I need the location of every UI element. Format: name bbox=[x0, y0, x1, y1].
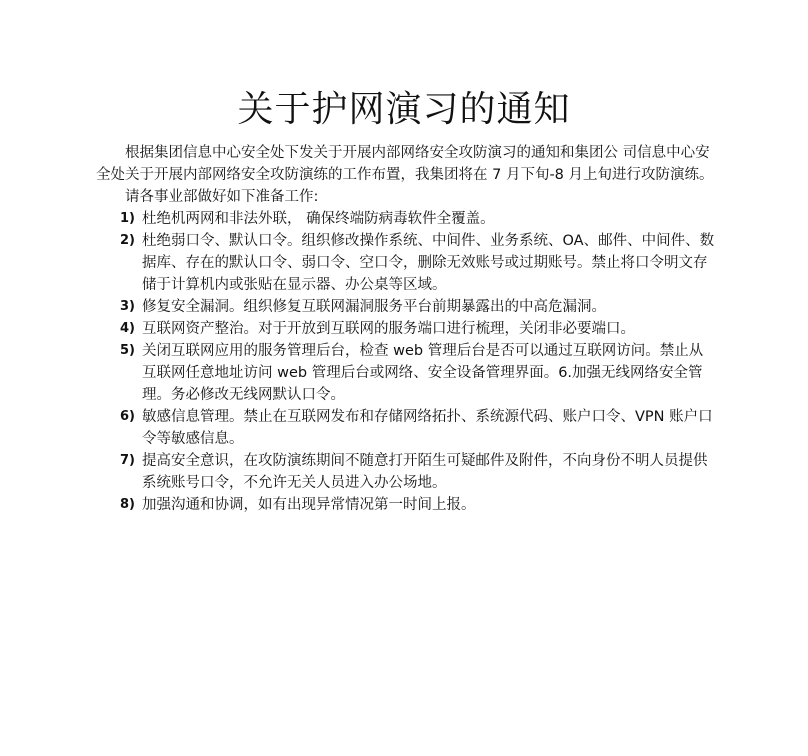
list-item bbox=[96, 318, 716, 340]
preparation-heading: 请各事业部做好如下准备工作: bbox=[125, 189, 319, 205]
list-item-number: 5) bbox=[120, 343, 135, 358]
list-item-number: 6) bbox=[120, 409, 135, 424]
list-item bbox=[96, 494, 716, 516]
list-item-text: 杜绝机两网和非法外联， 确保终端防病毒软件全覆盖。 bbox=[142, 211, 495, 227]
list-item-number: 1) bbox=[120, 211, 135, 226]
list-item-text: 杜绝弱口令、默认口令。组织修改操作系统、中间件、业务系统、OA、邮件、中间件、数据库、存在的默认口令、弱口令、空口令，删除无效账号或过期账号。禁止将口令明文存储于计算机内或张贴在显示器、办公桌等区域。 bbox=[142, 233, 715, 293]
task-list bbox=[96, 208, 716, 516]
list-item-text: 关闭互联网应用的服务管理后台，检查 web 管理后台是否可以通过互联网访问。禁止从互联网任意地址访问 web 管理后台或网络、安全设备管理界面。6.加强无线网络安全管理。务必修改无线网默认口令。 bbox=[142, 343, 704, 403]
list-item-text: 加强沟通和协调，如有出现异常情况第一时间上报。 bbox=[142, 497, 476, 513]
document-body bbox=[96, 142, 716, 516]
list-item bbox=[96, 340, 716, 406]
list-item-text: 互联网资产整治。对于开放到互联网的服务端口进行梳理，关闭非必要端口。 bbox=[142, 321, 635, 337]
list-item bbox=[96, 230, 716, 296]
list-item bbox=[96, 406, 716, 450]
document-title: 关于护网演习的通知 bbox=[237, 89, 571, 130]
intro-paragraph: 根据集团信息中心安全处下发关于开展内部网络安全攻防演习的通知和集团公 司信息中心安全处关于开展内部网络安全攻防演练的工作布置，我集团将在 7 月下旬-8 月上旬进行攻防演练。 bbox=[96, 145, 714, 183]
list-item-number: 4) bbox=[120, 321, 135, 336]
list-item bbox=[96, 450, 716, 494]
list-item-number: 2) bbox=[120, 233, 135, 248]
list-item-number: 7) bbox=[120, 453, 135, 468]
list-item-text: 敏感信息管理。禁止在互联网发布和存储网络拓扑、系统源代码、账户口令、VPN 账户口令等敏感信息。 bbox=[142, 409, 713, 447]
list-item-number: 3) bbox=[120, 299, 135, 314]
list-item bbox=[96, 296, 716, 318]
list-item bbox=[96, 208, 716, 230]
list-item-text: 修复安全漏洞。组织修复互联网漏洞服务平台前期暴露出的中高危漏洞。 bbox=[142, 299, 606, 315]
list-item-text: 提高安全意识，在攻防演练期间不随意打开陌生可疑邮件及附件，不向身份不明人员提供系统账号口令，不允许无关人员进入办公场地。 bbox=[142, 453, 708, 491]
list-item-number: 8) bbox=[120, 497, 135, 512]
